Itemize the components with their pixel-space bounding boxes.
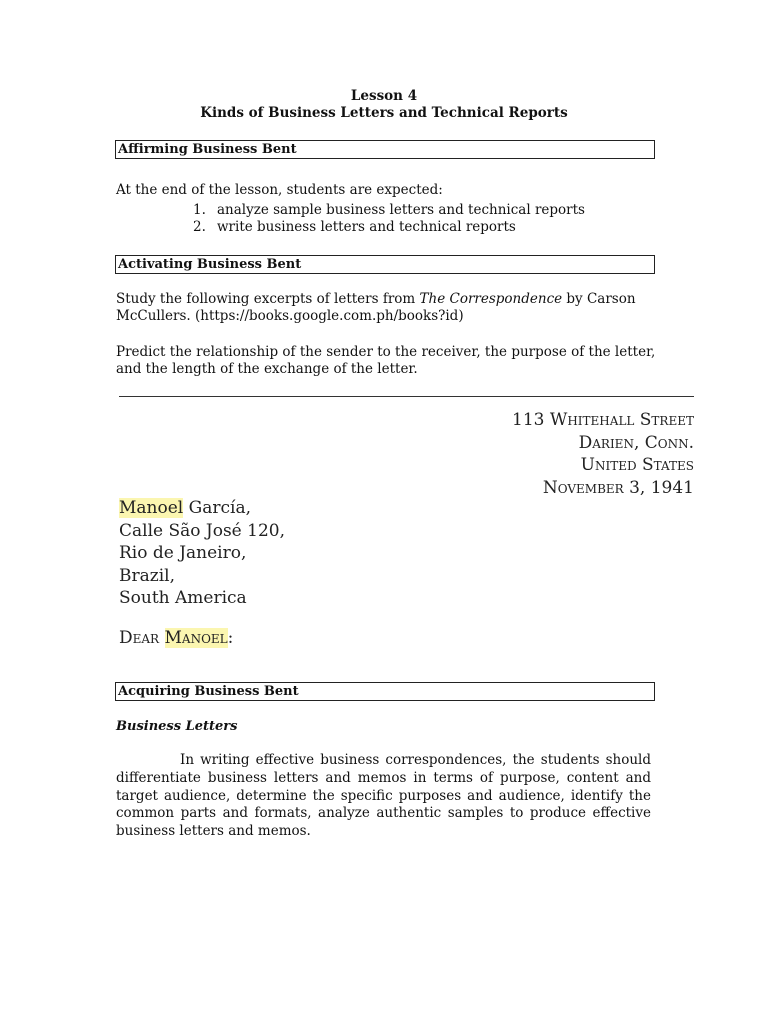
sender-street: 113 Whitehall Street [512,410,694,430]
predict-line: and the length of the exchange of the letter. [116,361,418,377]
salutation-prefix: Dear [119,628,165,648]
section-heading-affirming: Affirming Business Bent [115,140,655,159]
subheading-business-letters: Business Letters [116,719,238,734]
objective-item [193,219,585,236]
study-source: McCullers. (https://books.google.com.ph/books?id) [116,308,464,324]
highlighted-name: Manoel [164,628,228,648]
objectives-intro: At the end of the lesson, students are expected: [116,182,443,198]
recipient-city: Rio de Janeiro, [119,543,247,563]
recipient-surname: García, [183,498,251,518]
lesson-number: Lesson 4 [350,88,418,104]
recipient-name [119,497,285,520]
objective-item [193,202,585,219]
salutation-suffix: : [227,628,234,648]
section-heading-activating: Activating Business Bent [115,255,655,274]
lesson-title: Kinds of Business Letters and Technical Reports [200,105,568,121]
study-text: Study the following excerpts of letters from [116,291,420,307]
business-letters-paragraph: In writing effective business correspondences, the students should differentiate business letters and memos in terms of purpose, content and target audience, determine the specific purposes and audience, identify the common parts and formats, analyze authentic samples to produce effective business letters and memos. [116,752,651,840]
recipient-street: Calle São José 120, [119,520,285,541]
letter-date: November 3, 1941 [542,477,694,498]
predict-instruction [116,344,656,378]
objective-number: 1. [193,202,206,218]
study-instruction [116,291,656,325]
recipient-address [119,497,285,610]
recipient-continent: South America [119,588,247,608]
objective-text: analyze sample business letters and technical reports [217,202,585,218]
letter-divider [119,396,694,397]
predict-line: Predict the relationship of the sender to the receiver, the purpose of the letter, [116,344,656,360]
objectives-list [193,202,585,236]
letter-salutation [119,627,233,650]
study-text-author: by Carson [562,291,636,307]
sender-country: United States [580,455,694,475]
book-title: The Correspondence [419,291,563,307]
sender-address [512,409,694,499]
objective-number: 2. [193,219,206,235]
highlighted-name: Manoel [119,498,184,518]
section-heading-acquiring: Acquiring Business Bent [115,682,655,701]
recipient-country: Brazil, [119,565,175,586]
objective-text: write business letters and technical reports [217,219,516,235]
sender-city: Darien, Conn. [578,432,694,453]
